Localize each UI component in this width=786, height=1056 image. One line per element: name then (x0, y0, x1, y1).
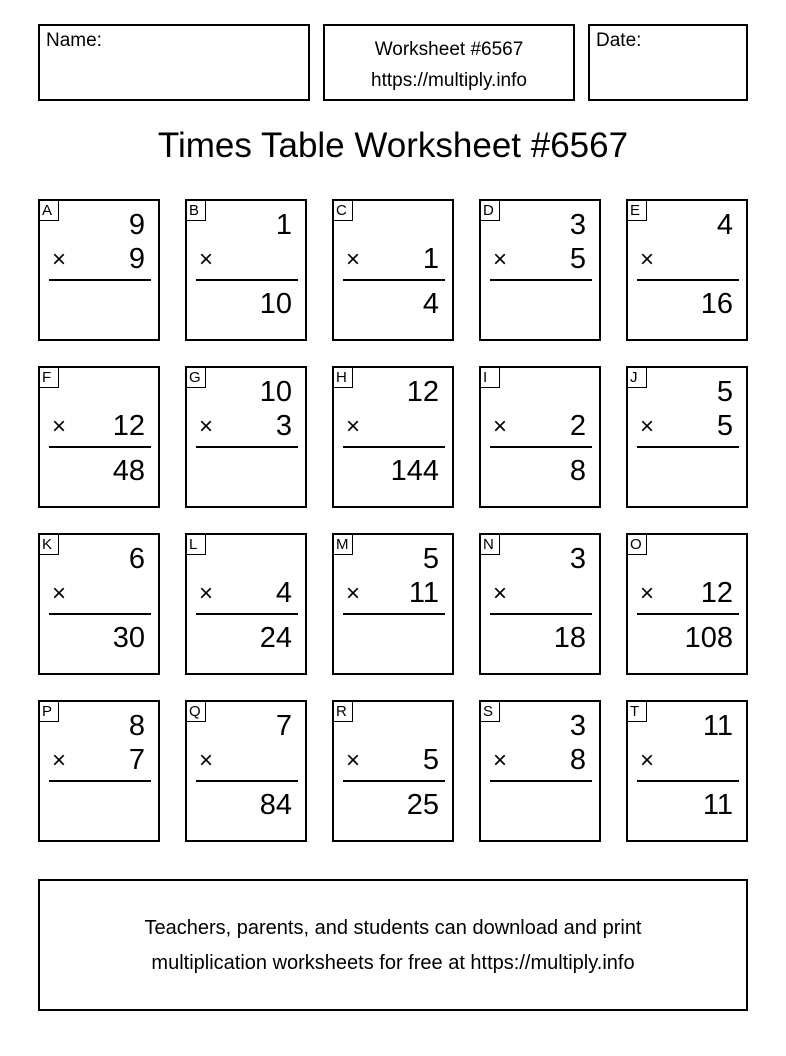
problem-card (626, 366, 748, 508)
problem-card (626, 199, 748, 341)
problem-card (38, 533, 160, 675)
problem-card (185, 700, 307, 842)
product: 84 (259, 789, 292, 821)
problem-letter: B (186, 200, 206, 221)
problem-card (185, 366, 307, 508)
footer-line-2: multiplication worksheets for free at https://multiply.info (151, 952, 635, 974)
problem-card (38, 366, 160, 508)
answer-rule (49, 780, 151, 782)
multiplicand: 11 (702, 710, 733, 742)
answer-rule (343, 780, 445, 782)
times-sign: × (640, 413, 655, 440)
multiplier: 3 (275, 410, 292, 442)
times-sign: × (346, 246, 361, 273)
product: 16 (700, 288, 733, 320)
footer-line-1: Teachers, parents, and students can download and print (144, 917, 642, 939)
product: 8 (569, 455, 586, 487)
times-sign: × (346, 413, 361, 440)
product: 4 (422, 288, 439, 320)
multiplicand: 9 (128, 209, 145, 241)
multiplier: 8 (569, 744, 586, 776)
problem-letter: A (39, 200, 59, 221)
times-sign: × (640, 747, 655, 774)
problem-letter: S (480, 701, 500, 722)
problem-card (332, 199, 454, 341)
date-box (588, 24, 748, 101)
problem-card (332, 366, 454, 508)
multiplier: 7 (128, 744, 145, 776)
problem-letter: E (627, 200, 647, 221)
problem-card (185, 199, 307, 341)
product: 24 (259, 622, 292, 654)
multiplier: 5 (569, 243, 586, 275)
answer-rule (196, 279, 298, 281)
problem-card (332, 700, 454, 842)
multiplicand: 7 (275, 710, 292, 742)
problem-letter: K (39, 534, 59, 555)
multiplicand: 3 (569, 710, 586, 742)
multiplicand: 5 (422, 543, 439, 575)
problem-letter: H (333, 367, 353, 388)
problem-letter: G (186, 367, 206, 388)
problem-letter: I (480, 367, 500, 388)
times-sign: × (493, 413, 508, 440)
answer-rule (637, 613, 739, 615)
multiplicand: 4 (716, 209, 733, 241)
answer-rule (49, 279, 151, 281)
multiplicand: 5 (716, 376, 733, 408)
multiplier: 5 (716, 410, 733, 442)
problem-letter: C (333, 200, 353, 221)
product: 30 (112, 622, 145, 654)
answer-rule (196, 780, 298, 782)
problem-card (626, 700, 748, 842)
product: 48 (112, 455, 145, 487)
multiplier: 9 (128, 243, 145, 275)
problem-card (38, 199, 160, 341)
name-box (38, 24, 310, 101)
multiplier: 2 (569, 410, 586, 442)
multiplier: 12 (112, 410, 145, 442)
answer-rule (637, 279, 739, 281)
times-sign: × (493, 246, 508, 273)
answer-rule (49, 613, 151, 615)
problem-card (185, 533, 307, 675)
times-sign: × (640, 246, 655, 273)
problem-card (479, 533, 601, 675)
product: 108 (684, 622, 733, 654)
multiplicand: 3 (569, 209, 586, 241)
answer-rule (343, 446, 445, 448)
problem-letter: D (480, 200, 500, 221)
times-sign: × (52, 747, 67, 774)
problem-letter: F (39, 367, 59, 388)
times-sign: × (52, 246, 67, 273)
multiplicand: 6 (128, 543, 145, 575)
times-sign: × (346, 580, 361, 607)
answer-rule (637, 446, 739, 448)
multiplier: 12 (700, 577, 733, 609)
problem-letter: P (39, 701, 59, 722)
worksheet-id-box (323, 24, 575, 101)
problem-letter: N (480, 534, 500, 555)
times-sign: × (199, 747, 214, 774)
product: 11 (702, 789, 733, 821)
problem-card (626, 533, 748, 675)
problem-card (479, 700, 601, 842)
times-sign: × (199, 580, 214, 607)
answer-rule (196, 446, 298, 448)
answer-rule (49, 446, 151, 448)
problem-letter: M (333, 534, 353, 555)
times-sign: × (493, 747, 508, 774)
problem-card (332, 533, 454, 675)
answer-rule (490, 446, 592, 448)
answer-rule (196, 613, 298, 615)
problem-card (479, 199, 601, 341)
answer-rule (490, 279, 592, 281)
problem-letter: R (333, 701, 353, 722)
times-sign: × (346, 747, 361, 774)
answer-rule (343, 279, 445, 281)
multiplicand: 1 (275, 209, 292, 241)
times-sign: × (52, 580, 67, 607)
times-sign: × (493, 580, 508, 607)
product: 144 (390, 455, 439, 487)
problem-letter: T (627, 701, 647, 722)
times-sign: × (640, 580, 655, 607)
multiplier: 11 (408, 577, 439, 609)
worksheet-url: https://multiply.info (371, 70, 527, 91)
times-sign: × (199, 246, 214, 273)
multiplicand: 10 (259, 376, 292, 408)
problem-letter: Q (186, 701, 206, 722)
name-label: Name: (46, 30, 102, 51)
answer-rule (343, 613, 445, 615)
footer-box (38, 879, 748, 1011)
worksheet-number: Worksheet #6567 (374, 39, 524, 60)
problem-letter: J (627, 367, 647, 388)
date-label: Date: (596, 30, 642, 51)
answer-rule (490, 780, 592, 782)
times-sign: × (52, 413, 67, 440)
answer-rule (637, 780, 739, 782)
product: 25 (406, 789, 439, 821)
multiplicand: 3 (569, 543, 586, 575)
problem-card (38, 700, 160, 842)
problem-letter: L (186, 534, 206, 555)
page-title: Times Table Worksheet #6567 (157, 126, 629, 165)
problem-card (479, 366, 601, 508)
problem-letter: O (627, 534, 647, 555)
answer-rule (490, 613, 592, 615)
multiplier: 5 (422, 744, 439, 776)
multiplicand: 8 (128, 710, 145, 742)
multiplier: 4 (275, 577, 292, 609)
multiplier: 1 (422, 243, 439, 275)
product: 10 (259, 288, 292, 320)
times-sign: × (199, 413, 214, 440)
product: 18 (553, 622, 586, 654)
multiplicand: 12 (406, 376, 439, 408)
